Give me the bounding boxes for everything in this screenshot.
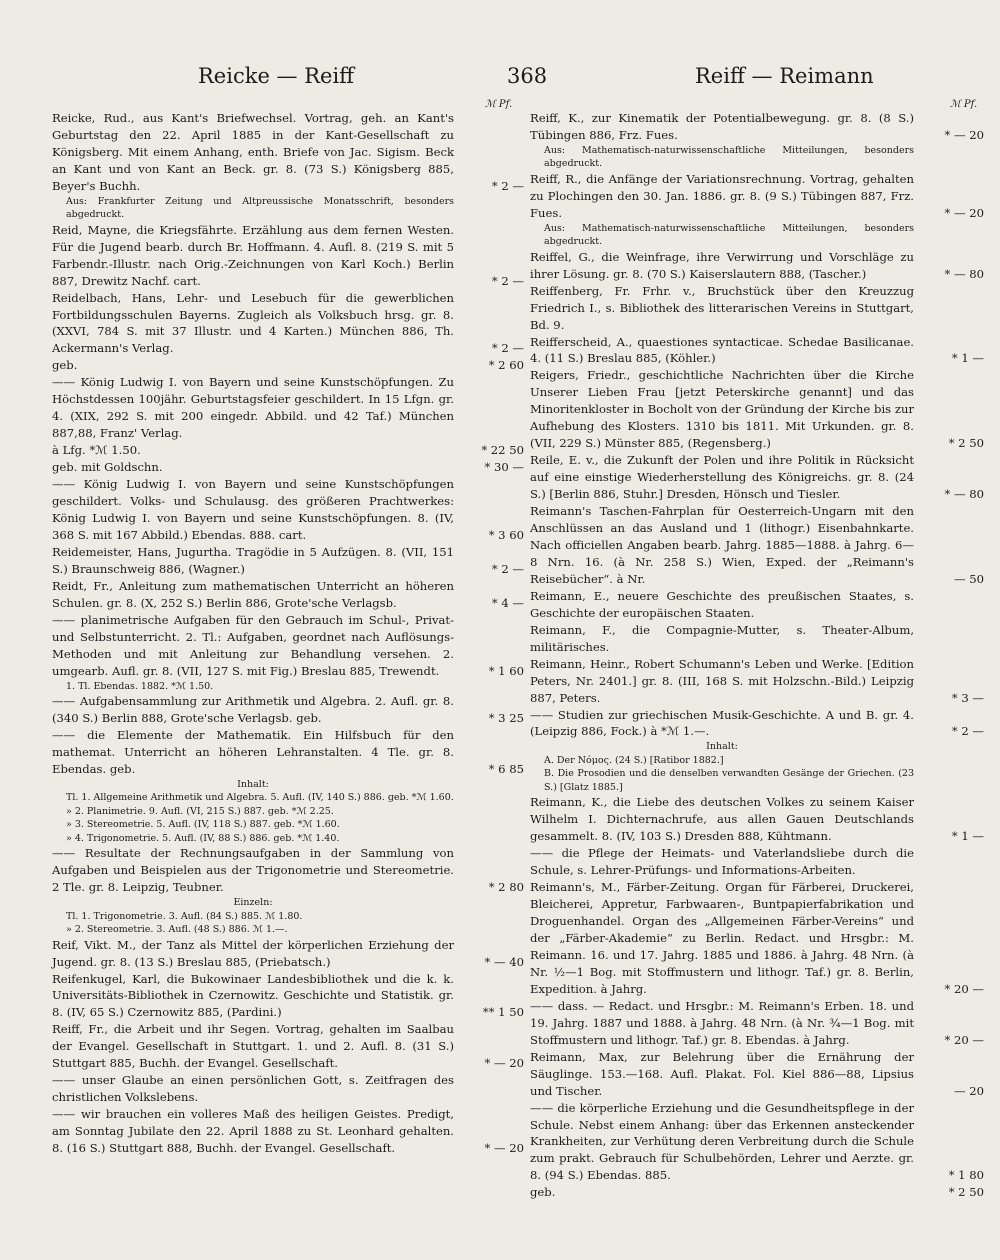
catalog-entry: [530, 1100, 984, 1185]
entry-text: Reiff, Fr., die Arbeit und ihr Segen. Vortrag, gehalten im Saalbau der Evangel. Gesellschaft in Stuttgart. 1. und 2. Aufl. 8. (31 S.) Stuttgart 885, Buchh. der Evangel. Gesellschaft.: [52, 1022, 454, 1071]
catalog-entry: [52, 578, 524, 612]
catalog-entry: [52, 442, 524, 459]
entry-text: Einzeln:: [233, 897, 273, 909]
catalog-entry: [52, 290, 524, 358]
entry-text: Reiffel, G., die Weinfrage, ihre Verwirrung und Vorschläge zu ihrer Lösung. gr. 8. (70 S.) Kaiserslautern 888, (Tascher.): [530, 249, 914, 281]
entry-price: * 2 —: [491, 561, 524, 576]
entry-price: * 2 60: [488, 358, 524, 373]
entry-text: geb. mit Goldschn.: [52, 460, 163, 475]
entry-text: —— unser Glaube an einen persönlichen Gott, s. Zeitfragen des christlichen Volkslebens.: [52, 1073, 454, 1105]
entry-text: Aus: Mathematisch-naturwissenschaftliche Mitteilungen, besonders abgedruckt.: [544, 144, 914, 170]
catalog-note: [52, 832, 524, 846]
entry-text: —— wir brauchen ein volleres Maß des heiligen Geistes. Predigt, am Sonntag Jubilate den 22. April 1888 zu St. Leonhard gehalten. 8. (16 S.) Stuttgart 888, Buchh. der Evangel. Gesellschaft.: [52, 1107, 454, 1156]
currency-column-label-right: ℳ Pf.: [950, 99, 978, 110]
entry-text: —— die Elemente der Mathematik. Ein Hilfsbuch für den mathemat. Unterricht an höheren Lehranstalten. 4 Tle. gr. 8. Ebendas. geb.: [52, 727, 454, 776]
entry-price: * — 20: [484, 1141, 524, 1156]
entry-text: Aus: Frankfurter Zeitung und Altpreussische Monatsschrift, besonders abgedruckt.: [66, 195, 454, 221]
catalog-entry: [52, 1106, 524, 1157]
entry-price: * 1 80: [948, 1168, 984, 1183]
entry-price: * — 40: [484, 954, 524, 969]
catalog-note: [530, 144, 984, 171]
catalog-note: [52, 791, 524, 805]
entry-price: * 30 —: [484, 460, 524, 475]
catalog-entry: [52, 693, 524, 727]
page-number: 368: [507, 64, 548, 88]
entry-text: Aus: Mathematisch-naturwissenschaftliche Mitteilungen, besonders abgedruckt.: [544, 222, 914, 248]
entry-price: * — 20: [944, 127, 984, 142]
catalog-entry: [530, 656, 984, 707]
entry-text: » 2. Planimetrie. 9. Aufl. (VI, 215 S.) 887. geb. *ℳ 2.25.: [66, 805, 334, 817]
entry-price: * 2 —: [951, 724, 984, 739]
catalog-entry: [530, 1049, 984, 1100]
catalog-entry: [52, 971, 524, 1022]
entry-text: geb.: [530, 1185, 556, 1200]
catalog-entry: [530, 588, 984, 622]
entry-price: * 2 50: [948, 1185, 984, 1200]
entry-text: —— die Pflege der Heimats- und Vaterlandsliebe durch die Schule, s. Lehrer-Prüfungs- und Informations-Arbeiten.: [530, 846, 914, 878]
entry-text: Inhalt:: [237, 778, 269, 790]
catalog-entry: [52, 937, 524, 971]
entry-text: Reidemeister, Hans, Jugurtha. Tragödie in 5 Aufzügen. 8. (VII, 151 S.) Braunschweig 886, (Wagner.): [52, 544, 454, 576]
catalog-entry: [52, 1072, 524, 1106]
entry-text: geb.: [52, 358, 78, 373]
entry-text: » 4. Trigonometrie. 5. Aufl. (IV, 88 S.) 886. geb. *ℳ 1.40.: [66, 832, 340, 844]
entry-price: * 1 —: [951, 351, 984, 366]
entry-price: * 2 —: [491, 273, 524, 288]
entry-price: * 3 25: [488, 710, 524, 725]
running-head-left: Reicke — Reiff: [198, 64, 355, 88]
entry-text: Reimann, Max, zur Belehrung über die Ernährung der Säuglinge. 153.—168. Aufl. Plakat. Fol. Kiel 886—88, Lipsius und Tischer.: [530, 1049, 914, 1098]
catalog-note: [530, 754, 984, 768]
catalog-entry: [52, 544, 524, 578]
entry-text: Reif, Vikt. M., der Tanz als Mittel der körperlichen Erziehung der Jugend. gr. 8. (13 S.) Breslau 885, (Priebatsch.): [52, 937, 454, 969]
entry-text: Reicke, Rud., aus Kant's Briefwechsel. Vortrag, geh. an Kant's Geburtstag den 22. April 1885 in der Kant-Gesellschaft zu Königsberg. Mit einem Anhang, enth. Briefe von Jac. Sigism. Beck an Kant und von Kant an Beck. gr. 8. (73 S.) Königsberg 885, Beyer's Buchh.: [52, 111, 454, 193]
catalog-entry: [530, 503, 984, 588]
catalog-note: [52, 778, 524, 792]
entry-text: B. Die Prosodien und die denselben verwandten Gesänge der Griechen. (23 S.) [Glatz 1885.]: [544, 768, 914, 793]
catalog-entry: [52, 612, 524, 680]
entry-price: * 1 60: [488, 663, 524, 678]
entry-text: Reimann's Taschen-Fahrplan für Oesterreich-Ungarn mit den Anschlüssen an das Ausland und 1 (lithogr.) Eisenbahnkarte. Nach officiellen Angaben bearb. Jahrg. 1885—1888. à Jahrg. 6—8 Nrn. 16. (à Nr. 258 S.) Wien, Exped. der „Reimann's Reisebücher“. à Nr.: [530, 504, 914, 586]
entry-price: ** 1 50: [482, 1005, 524, 1020]
entry-text: —— die körperliche Erziehung und die Gesundheitspflege in der Schule. Nebst einem Anhang: über das Erkennen ansteckender Krankheiten, zur Verhütung deren Verbreitung durch die Schule zum prakt. Gebrauch für Schulbehörden, Lehrer und Aerzte. gr. 8. (94 S.) Ebendas. 885.: [530, 1100, 914, 1183]
catalog-entry: [530, 171, 984, 222]
catalog-entry: [52, 357, 524, 374]
entry-price: * 1 —: [951, 829, 984, 844]
entry-text: Reimann, K., die Liebe des deutschen Volkes zu seinem Kaiser Wilhelm I. Dichternachrufe, aus allen Gauen Deutschlands gesammelt. 8. (IV, 103 S.) Dresden 888, Kühtmann.: [530, 795, 914, 844]
entry-text: » 2. Stereometrie. 3. Aufl. (48 S.) 886. ℳ 1.—.: [66, 924, 288, 936]
catalog-entry: [530, 249, 984, 283]
catalog-entry: [530, 367, 984, 452]
catalog-entry: [530, 283, 984, 334]
catalog-note: [52, 910, 524, 924]
entry-text: —— Resultate der Rechnungsaufgaben in der Sammlung von Aufgaben und Beispielen aus der Trigonometrie und Stereometrie. 2 Tle. gr. 8. Leipzig, Teubner.: [52, 846, 454, 895]
entry-text: 1. Tl. Ebendas. 1882. *ℳ 1.50.: [66, 680, 214, 692]
catalog-entry: [530, 845, 984, 879]
entry-text: Reiff, R., die Anfänge der Variationsrechnung. Vortrag, gehalten zu Plochingen den 30. Jan. 1886. gr. 8. (9 S.) Tübingen 887, Frz. Fues.: [530, 171, 914, 220]
entry-text: Inhalt:: [706, 741, 738, 753]
entry-text: Tl. 1. Trigonometrie. 3. Aufl. (84 S.) 885. ℳ 1.80.: [66, 910, 303, 922]
entry-text: —— planimetrische Aufgaben für den Gebrauch im Schul-, Privat- und Selbstunterricht. 2. Tl.: Aufgaben, geordnet nach Auflösungs-Methoden und mit Anleitung zur Behandlung versehen. 2. umgearb. Aufl. gr. 8. (VII, 127 S. mit Fig.) Breslau 885, Trewendt.: [52, 612, 454, 678]
running-head-right: Reiff — Reimann: [695, 64, 874, 88]
right-column: [530, 110, 984, 1201]
entry-text: à Lfg. *ℳ 1.50.: [52, 443, 141, 458]
catalog-entry: [52, 1021, 524, 1072]
entry-text: —— Aufgabensammlung zur Arithmetik und Algebra. 2. Aufl. gr. 8. (340 S.) Berlin 888, Grote'sche Verlagsb. geb.: [52, 694, 454, 725]
catalog-entry: [52, 374, 524, 442]
entry-price: * — 20: [484, 1056, 524, 1071]
catalog-entry: [52, 845, 524, 896]
entry-text: Reile, E. v., die Zukunft der Polen und ihre Politik in Rücksicht auf eine einstige Wiederherstellung des Königreichs. gr. 8. (24 S.) [Berlin 886, Stuhr.] Dresden, Hönsch und Tiesler.: [530, 453, 914, 502]
catalog-note: [52, 923, 524, 937]
catalog-note: [52, 680, 524, 694]
entry-text: Reimann, F., die Compagnie-Mutter, s. Theater-Album, militärisches.: [530, 622, 914, 654]
entry-price: * — 80: [944, 266, 984, 281]
currency-column-label-left: ℳ Pf.: [485, 99, 513, 110]
entry-text: Reimann, E., neuere Geschichte des preußischen Staates, s. Geschichte der europäischen Staaten.: [530, 588, 914, 620]
catalog-note: [530, 767, 984, 794]
catalog-entry: [530, 334, 984, 368]
entry-price: * 22 50: [481, 443, 524, 458]
entry-text: Reiff, K., zur Kinematik der Potentialbewegung. gr. 8. (8 S.) Tübingen 886, Frz. Fues.: [530, 111, 914, 142]
entry-price: * 2 80: [488, 880, 524, 895]
entry-text: Reigers, Friedr., geschichtliche Nachrichten über die Kirche Unserer Lieben Frau [jetzt Peterskirche genannt] und das Minoritenkloster in Bocholt von der Gründung der Kirche bis zur Aufhebung des Klosters. 1310 bis 1811. Mit Urkunden. gr. 8. (VII, 229 S.) Münster 885, (Regensberg.): [530, 368, 914, 451]
entry-price: * 20 —: [944, 981, 984, 996]
catalog-note: [52, 805, 524, 819]
entry-text: —— Studien zur griechischen Musik-Geschichte. A und B. gr. 4. (Leipzig 886, Fock.) à *ℳ 1.—.: [530, 707, 914, 739]
entry-text: —— König Ludwig I. von Bayern und seine Kunstschöpfungen geschildert. Volks- und Schulausg. des größeren Prachtwerkes: König Ludwig I. von Bayern und seine Kunstschöpfungen. 8. (IV, 368 S. mit 167 Abbild.) Ebendas. 888. cart.: [52, 477, 454, 542]
entry-price: * 2 50: [948, 436, 984, 451]
entry-price: * 3 60: [488, 527, 524, 542]
entry-price: * — 20: [944, 205, 984, 220]
catalog-entry: [52, 459, 524, 476]
entry-text: Reidt, Fr., Anleitung zum mathematischen Unterricht an höheren Schulen. gr. 8. (X, 252 S.) Berlin 886, Grote'sche Verlagsb.: [52, 578, 454, 610]
entry-text: A. Der Νόμος. (24 S.) [Ratibor 1882.]: [544, 754, 724, 766]
entry-text: Tl. 1. Allgemeine Arithmetik und Algebra. 5. Aufl. (IV, 140 S.) 886. geb. *ℳ 1.60.: [66, 792, 454, 804]
catalog-entry: [530, 707, 984, 741]
catalog-note: [52, 195, 524, 222]
entry-price: — 50: [953, 571, 984, 586]
entry-text: Reidelbach, Hans, Lehr- und Lesebuch für die gewerblichen Fortbildungsschulen Bayerns. Zugleich als Volksbuch hrsg. gr. 8. (XXVI, 784 S. mit 37 Illustr. und 4 Karten.) München 886, Th. Ackermann's Verlag.: [52, 290, 454, 356]
left-column: [52, 110, 524, 1157]
entry-text: » 3. Stereometrie. 5. Aufl. (IV, 118 S.) 887. geb. *ℳ 1.60.: [66, 819, 340, 831]
catalog-note: [530, 222, 984, 249]
catalog-entry: [530, 622, 984, 656]
entry-price: * 6 85: [488, 761, 524, 776]
catalog-entry: [52, 222, 524, 290]
catalog-note: [52, 818, 524, 832]
catalog-entry: [530, 998, 984, 1049]
catalog-entry: [530, 794, 984, 845]
entry-text: Reimann's, M., Färber-Zeitung. Organ für Färberei, Druckerei, Bleicherei, Appretur, Farbwaaren-, Buntpapierfabrikation und Droguenhandel. Organ des „Allgemeinen Färber-Vereins“ und der „Färber-Akademie“ zu Berlin. Redact. und Hrsgbr.: M. Reimann. 16. und 17. Jahrg. 1885 und 1886. à Jahrg. 48 Nrn. (à Nr. ½—1 Bog. mit Stoffmustern und lithogr. Taf.) gr. 8. Berlin, Expedition. à Jahrg.: [530, 880, 914, 996]
entry-text: Reifenkugel, Karl, die Bukowinaer Landesbibliothek und die k. k. Universitäts-Bibliothek in Czernowitz. Geschichte und Statistik. gr. 8. (IV, 65 S.) Czernowitz 885, (Pardini.): [52, 971, 454, 1020]
entry-price: * 2 —: [491, 178, 524, 193]
catalog-note: [530, 740, 984, 754]
entry-price: * 4 —: [491, 595, 524, 610]
catalog-entry: [530, 452, 984, 503]
entry-price: * 3 —: [951, 690, 984, 705]
catalog-entry: [530, 110, 984, 144]
entry-text: —— dass. — Redact. und Hrsgbr.: M. Reimann's Erben. 18. und 19. Jahrg. 1887 und 1888. à Jahrg. 48 Nrn. (à Nr. ¾—1 Bog. mit Stoffmustern und lithogr. Taf.) gr. 8. Ebendas. à Jahrg.: [530, 998, 914, 1047]
catalog-entry: [52, 727, 524, 778]
catalog-entry: [52, 110, 524, 195]
entry-text: Reid, Mayne, die Kriegsfährte. Erzählung aus dem fernen Westen. Für die Jugend bearb. durch Br. Hoffmann. 4. Aufl. 8. (219 S. mit 5 Farbendr.-Illustr. nach Orig.-Zeichnungen von Karl Koch.) Berlin 887, Drewitz Nachf. cart.: [52, 222, 454, 288]
catalog-entry: [530, 879, 984, 998]
catalog-entry: [52, 476, 524, 544]
catalog-note: [52, 896, 524, 910]
entry-text: —— König Ludwig I. von Bayern und seine Kunstschöpfungen. Zu Höchstdessen 100jähr. Geburtstagsfeier geschildert. In 15 Lfgn. gr. 4. (XIX, 292 S. mit 200 eingedr. Abbild. und 42 Taf.) München 887,88, Franz' Verlag.: [52, 375, 454, 441]
entry-price: * 2 —: [491, 341, 524, 356]
entry-text: Reifferscheid, A., quaestiones syntacticae. Schedae Basilicanae. 4. (11 S.) Breslau 885, (Köhler.): [530, 334, 914, 366]
catalog-entry: [530, 1184, 984, 1201]
entry-text: Reimann, Heinr., Robert Schumann's Leben und Werke. [Edition Peters, Nr. 2401.] gr. 8. (III, 168 S. mit Holzschn.-Bild.) Leipzig 887, Peters.: [530, 656, 914, 705]
entry-price: — 20: [953, 1083, 984, 1098]
entry-price: * 20 —: [944, 1032, 984, 1047]
entry-price: * — 80: [944, 487, 984, 502]
entry-text: Reiffenberg, Fr. Frhr. v., Bruchstück über den Kreuzzug Friedrich I., s. Bibliothek des litterarischen Vereins in Stuttgart, Bd. 9.: [530, 283, 914, 332]
